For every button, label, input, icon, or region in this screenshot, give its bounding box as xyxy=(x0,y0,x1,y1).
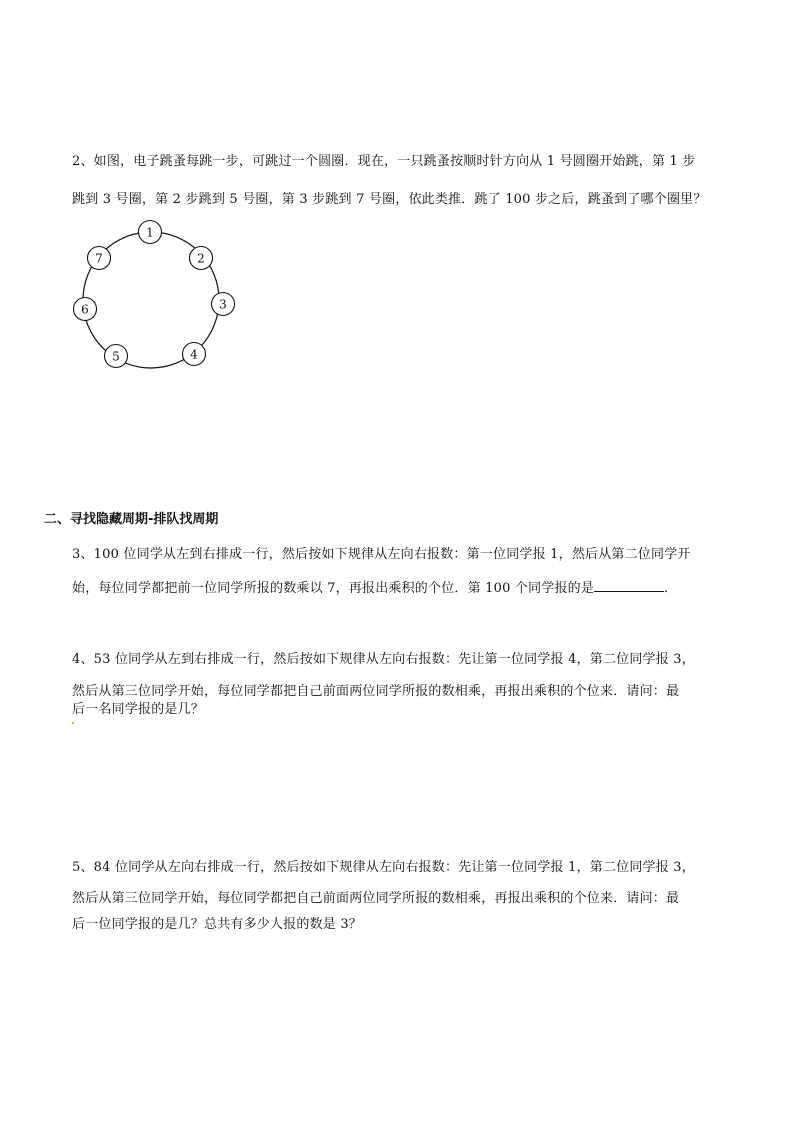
answer-blank[interactable] xyxy=(594,579,664,592)
problem-4-line-2: 然后从第三位同学开始，每位同学都把自己前面两位同学所报的数相乘，再报出乘积的个位来．请问：最 xyxy=(72,684,680,699)
problem-4-line-1: 4、53 位同学从左到右排成一行，然后按如下规律从左向右报数：先让第一位同学报 4，第二位同学报 3， xyxy=(72,652,695,667)
circle-3-label: 3 xyxy=(219,297,227,312)
circle-6-label: 6 xyxy=(81,302,89,317)
problem-5-line-3: 后一位同学报的是几？总共有多少人报的数是 3？ xyxy=(72,917,363,932)
circle-4 xyxy=(183,343,206,366)
problem-2-line-1: 2、如图，电子跳蚤每跳一步，可跳过一个圆圈．现在，一只跳蚤按顺时针方向从 1 号圆圈开始跳，第 1 步 xyxy=(72,154,696,169)
section-title: 二、寻找隐藏周期-排队找周期 xyxy=(44,512,219,527)
circle-5 xyxy=(105,345,128,368)
problem-3-line-2 xyxy=(72,577,677,596)
circle-6 xyxy=(74,298,97,321)
circle-5-label: 5 xyxy=(112,349,120,364)
problem-5-line-1: 5、84 位同学从左向右排成一行，然后按如下规律从左向右报数：先让第一位同学报 1，第二位同学报 3， xyxy=(72,860,695,875)
problem-3-line-1: 3、100 位同学从左到右排成一行，然后按如下规律从左向右报数：第一位同学报 1，然后从第二位同学开 xyxy=(72,547,691,562)
circle-7-label: 7 xyxy=(95,251,103,266)
stray-mark xyxy=(72,722,74,724)
problem-2-line-2: 跳到 3 号圈，第 2 步跳到 5 号圈，第 3 步跳到 7 号圈，依此类推．跳了 100 步之后，跳蚤到了哪个圈里？ xyxy=(72,192,707,207)
problem-5-line-2: 然后从第三位同学开始，每位同学都把自己前面两位同学所报的数相乘，再报出乘积的个位来．请问：最 xyxy=(72,891,680,906)
circle-2 xyxy=(190,247,213,270)
circle-1-label: 1 xyxy=(146,225,154,240)
circle-2-label: 2 xyxy=(197,251,205,266)
flea-circle-diagram xyxy=(66,216,246,376)
problem-4-line-3: 后一名同学报的是几？ xyxy=(72,702,205,717)
problem-3-line-2-end: ． xyxy=(664,581,678,596)
circle-7 xyxy=(88,247,111,270)
circle-1 xyxy=(139,221,162,244)
circle-3 xyxy=(212,293,235,316)
circle-4-label: 4 xyxy=(190,347,198,362)
problem-3-line-2-text: 始，每位同学都把前一位同学所报的数乘以 7，再报出乘积的个位．第 100 个同学报的是 xyxy=(72,581,595,596)
